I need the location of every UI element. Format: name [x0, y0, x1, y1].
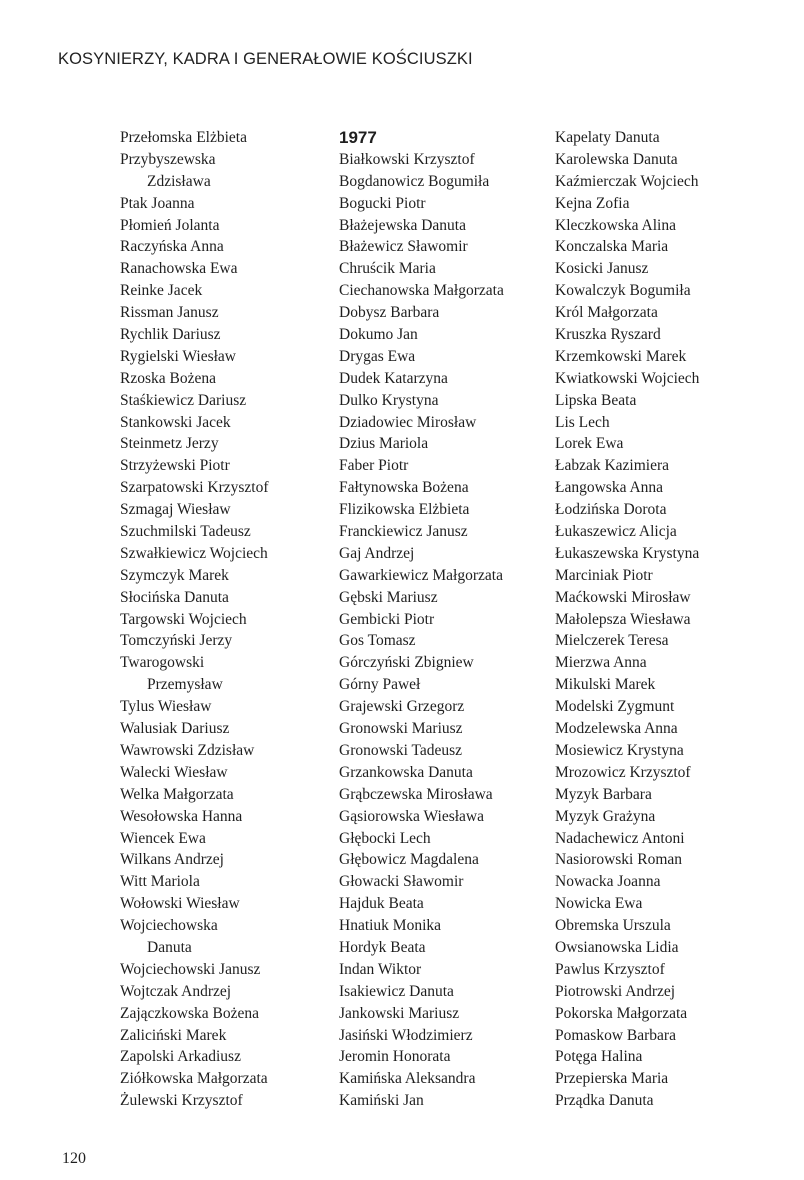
- name-entry: Hajduk Beata: [339, 895, 424, 913]
- name-entry: Przełomska Elżbieta: [120, 129, 247, 146]
- name-entry: Myzyk Barbara: [555, 785, 652, 803]
- name-entry: Kowalczyk Bogumiła: [555, 282, 691, 300]
- name-entry: Białkowski Krzysztof: [339, 150, 475, 168]
- name-entry: Dudek Katarzyna: [339, 369, 448, 387]
- name-entry: Gawarkiewicz Małgorzata: [339, 566, 503, 584]
- name-entry: Kapelaty Danuta: [555, 129, 660, 146]
- name-entry: Pawlus Krzysztof: [555, 960, 665, 978]
- name-entry: Mierzwa Anna: [555, 654, 647, 672]
- name-entry: Mikulski Marek: [555, 676, 656, 694]
- name-entry: Kosicki Janusz: [555, 260, 649, 278]
- name-entry: Myzyk Grażyna: [555, 807, 656, 825]
- name-entry: Dulko Krystyna: [339, 391, 439, 409]
- name-entry: Zajączkowska Bożena: [120, 1004, 260, 1022]
- name-entry: Król Małgorzata: [555, 304, 658, 322]
- name-entry: Małolepsza Wiesława: [555, 610, 691, 628]
- name-entry: Faber Piotr: [339, 457, 409, 475]
- name-entry: Mielczerek Teresa: [555, 632, 669, 650]
- name-entry: Kleczkowska Alina: [555, 216, 676, 234]
- name-entry: Kejna Zofia: [555, 194, 630, 212]
- name-entry: Steinmetz Jerzy: [120, 435, 219, 453]
- name-entry: Głowacki Sławomir: [339, 873, 464, 891]
- name-entry: Tylus Wiesław: [120, 698, 212, 716]
- name-entry: Grąbczewska Mirosława: [339, 785, 493, 803]
- name-column-1: [120, 127, 269, 1112]
- name-entry: Szuchmilski Tadeusz: [120, 523, 251, 541]
- name-entry: Wawrowski Zdzisław: [120, 741, 255, 759]
- name-entry: Maćkowski Mirosław: [555, 588, 691, 606]
- name-entry: Zapolski Arkadiusz: [120, 1048, 241, 1066]
- name-entry: Hnatiuk Monika: [339, 917, 442, 935]
- name-entry: Wojtczak Andrzej: [120, 982, 232, 1000]
- name-entry: Słocińska Danuta: [120, 588, 229, 606]
- name-entry: Górny Paweł: [339, 676, 421, 694]
- name-entry: Kwiatkowski Wojciech: [555, 369, 700, 387]
- name-entry: Grzankowska Danuta: [339, 763, 473, 781]
- name-entry: Łabzak Kazimiera: [555, 457, 670, 475]
- name-entry: Jasiński Włodzimierz: [339, 1026, 473, 1044]
- name-entry: Rygielski Wiesław: [120, 347, 237, 365]
- name-entry: Przemysław: [147, 676, 223, 694]
- name-column-2: [339, 127, 504, 1112]
- name-entry: Indan Wiktor: [339, 960, 422, 978]
- name-entry: Drygas Ewa: [339, 347, 416, 365]
- name-entry: Zaliciński Marek: [120, 1026, 227, 1044]
- name-entry: Ranachowska Ewa: [120, 260, 238, 278]
- name-entry: Walecki Wiesław: [120, 763, 228, 781]
- name-entry: Karolewska Danuta: [555, 150, 678, 168]
- name-entry: Dobysz Barbara: [339, 304, 440, 322]
- name-entry: Walusiak Dariusz: [120, 720, 230, 738]
- name-entry: Mosiewicz Krystyna: [555, 741, 684, 759]
- name-entry: Gaj Andrzej: [339, 544, 415, 562]
- name-entry: Górczyński Zbigniew: [339, 654, 474, 672]
- name-entry: Wilkans Andrzej: [120, 851, 224, 869]
- name-entry: Wiencek Ewa: [120, 829, 206, 847]
- name-entry: Grajewski Grzegorz: [339, 698, 465, 716]
- name-entry: Przepierska Maria: [555, 1070, 669, 1088]
- name-entry: Piotrowski Andrzej: [555, 982, 676, 1000]
- name-entry: Potęga Halina: [555, 1048, 643, 1066]
- name-entry: Dziadowiec Mirosław: [339, 413, 477, 431]
- name-entry: Twarogowski: [120, 654, 205, 672]
- name-column-3: [555, 127, 699, 1112]
- name-entry: Staśkiewicz Dariusz: [120, 391, 247, 409]
- name-entry: Mrozowicz Krzysztof: [555, 763, 691, 781]
- name-entry: Wojciechowska: [120, 917, 218, 935]
- name-entry: Modzelewska Anna: [555, 720, 678, 738]
- name-entry: Zdzisława: [147, 172, 211, 190]
- name-entry: Gos Tomasz: [339, 632, 416, 650]
- name-entry: Obremska Urszula: [555, 917, 671, 935]
- name-entry: Witt Mariola: [120, 873, 200, 891]
- name-entry: Rissman Janusz: [120, 304, 219, 322]
- name-entry: Krzemkowski Marek: [555, 347, 687, 365]
- name-entry: Wesołowska Hanna: [120, 807, 243, 825]
- name-entry: Łukaszewska Krystyna: [555, 544, 700, 562]
- name-entry: Pokorska Małgorzata: [555, 1004, 688, 1022]
- name-entry: Łodzińska Dorota: [555, 501, 667, 519]
- name-entry: Kruszka Ryszard: [555, 326, 661, 344]
- name-entry: Flizikowska Elżbieta: [339, 501, 470, 519]
- name-entry: Dzius Mariola: [339, 435, 429, 453]
- page-number: 120: [62, 1150, 86, 1167]
- name-entry: Płomień Jolanta: [120, 216, 220, 234]
- name-entry: Kamińska Aleksandra: [339, 1070, 476, 1088]
- name-entry: Isakiewicz Danuta: [339, 982, 454, 1000]
- name-entry: Prządka Danuta: [555, 1092, 654, 1110]
- name-entry: Jankowski Mariusz: [339, 1004, 460, 1022]
- name-entry: Tomczyński Jerzy: [120, 632, 233, 650]
- name-entry: Łukaszewicz Alicja: [555, 523, 677, 541]
- name-entry: Bogucki Piotr: [339, 194, 426, 212]
- name-entry: Welka Małgorzata: [120, 785, 234, 803]
- name-entry: Łangowska Anna: [555, 479, 664, 497]
- name-entry: Lipska Beata: [555, 391, 637, 409]
- name-entry: Wołowski Wiesław: [120, 895, 240, 913]
- name-entry: Kaźmierczak Wojciech: [555, 172, 699, 190]
- name-entry: Jeromin Honorata: [339, 1048, 451, 1066]
- name-entry: Fałtynowska Bożena: [339, 479, 469, 497]
- name-entry: Stankowski Jacek: [120, 413, 231, 431]
- name-entry: Modelski Zygmunt: [555, 698, 675, 716]
- name-entry: Gronowski Tadeusz: [339, 741, 463, 759]
- name-entry: Nadachewicz Antoni: [555, 829, 685, 847]
- name-entry: Szymczyk Marek: [120, 566, 229, 584]
- name-entry: Wojciechowski Janusz: [120, 960, 261, 978]
- name-entry: Gębski Mariusz: [339, 588, 438, 606]
- name-entry: Szmagaj Wiesław: [120, 501, 231, 519]
- name-entry: Kamiński Jan: [339, 1092, 424, 1110]
- name-entry: Franckiewicz Janusz: [339, 523, 468, 541]
- name-entry: Szwałkiewicz Wojciech: [120, 544, 268, 562]
- name-entry: Strzyżewski Piotr: [120, 457, 230, 475]
- name-entry: Lis Lech: [555, 413, 610, 431]
- name-entry: Ciechanowska Małgorzata: [339, 282, 504, 300]
- name-entry: Gronowski Mariusz: [339, 720, 463, 738]
- name-entry: Błażewicz Sławomir: [339, 238, 468, 256]
- name-entry: Nowicka Ewa: [555, 895, 643, 913]
- name-entry: Hordyk Beata: [339, 938, 426, 956]
- name-entry: Żulewski Krzysztof: [120, 1092, 243, 1110]
- name-entry: Przybyszewska: [120, 150, 216, 168]
- name-entry: Głębowicz Magdalena: [339, 851, 479, 869]
- name-entry: Ziółkowska Małgorzata: [120, 1070, 268, 1088]
- name-entry: Konczalska Maria: [555, 238, 669, 256]
- name-entry: Pomaskow Barbara: [555, 1026, 676, 1044]
- name-entry: Gąsiorowska Wiesława: [339, 807, 485, 825]
- name-entry: Chruścik Maria: [339, 260, 436, 278]
- name-entry: Szarpatowski Krzysztof: [120, 479, 269, 497]
- year-heading: 1977: [339, 128, 377, 147]
- name-entry: Lorek Ewa: [555, 435, 624, 453]
- name-entry: Raczyńska Anna: [120, 238, 224, 256]
- name-entry: Gembicki Piotr: [339, 610, 435, 628]
- name-entry: Bogdanowicz Bogumiła: [339, 172, 490, 190]
- running-header: KOSYNIERZY, KADRA I GENERAŁOWIE KOŚCIUSZKI: [58, 50, 473, 68]
- name-entry: Targowski Wojciech: [120, 610, 247, 628]
- name-entry: Owsianowska Lidia: [555, 938, 679, 956]
- name-entry: Ptak Joanna: [120, 194, 195, 212]
- name-entry: Marciniak Piotr: [555, 566, 653, 584]
- name-entry: Danuta: [147, 938, 192, 956]
- name-entry: Nasiorowski Roman: [555, 851, 683, 869]
- name-entry: Rychlik Dariusz: [120, 326, 221, 344]
- name-entry: Błażejewska Danuta: [339, 216, 466, 234]
- name-entry: Reinke Jacek: [120, 282, 203, 300]
- name-entry: Dokumo Jan: [339, 326, 418, 344]
- name-entry: Głębocki Lech: [339, 829, 431, 847]
- name-entry: Rzoska Bożena: [120, 369, 216, 387]
- name-entry: Nowacka Joanna: [555, 873, 661, 891]
